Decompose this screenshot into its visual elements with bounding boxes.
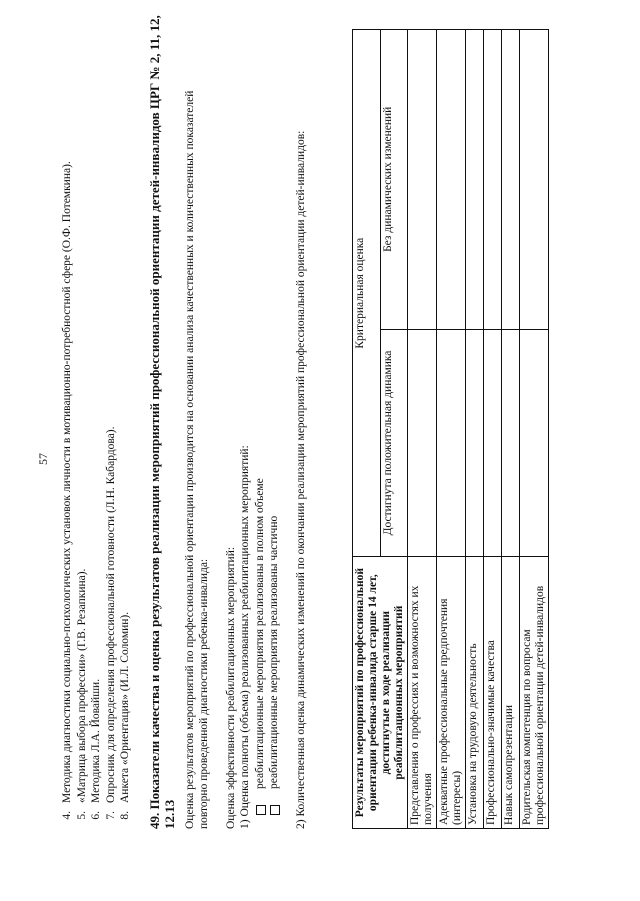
checkbox-icon[interactable] xyxy=(256,805,266,815)
list-item: 4. Методика диагностики социально-психологических установок личности в мотивационно-потребностной сфере (О.Ф. Потемкина). xyxy=(61,161,73,820)
table-cell[interactable] xyxy=(484,329,502,557)
table-cell[interactable] xyxy=(502,329,520,557)
checkbox-icon[interactable] xyxy=(270,805,280,815)
table-cell[interactable] xyxy=(408,329,437,557)
table-row: Установка на трудовую деятельность xyxy=(466,30,484,829)
list-item: 5. «Матрица выбора профессии» (Г.В. Резапкина). xyxy=(75,568,88,820)
table-cell[interactable] xyxy=(520,30,549,330)
table-row: Родительская компетенция по вопросам профессиональной ориентации детей-инвалидов xyxy=(520,30,549,829)
table-header-none: Без динамических изменений xyxy=(380,30,408,330)
option-full: реабилитационные мероприятия реализованы в полном объеме xyxy=(253,39,268,829)
methods-list xyxy=(60,39,133,829)
quantitative-item: 2) Количественная оценка динамических изменений по окончании реализации мероприятий профессиональной ориентации детей-инвалидов: xyxy=(294,130,307,829)
table-header-results: Результаты мероприятий по профессиональной ориентации ребенка-инвалида старше 14 лет, достигнутые в ходе реализации реабилитационных мероприятий xyxy=(353,557,408,829)
table-row: Навык самопрезентации xyxy=(502,30,520,829)
page-number: 57 xyxy=(36,453,50,465)
efficiency-title: Оценка эффективности реабилитационных мероприятий: xyxy=(224,546,237,829)
table-header-positive: Достигнута положительная динамика xyxy=(380,329,408,557)
table-cell[interactable] xyxy=(484,30,502,330)
list-item: 8. Анкета «Ориентация» (И.Л. Соломин). xyxy=(119,611,131,820)
table-cell[interactable] xyxy=(437,30,466,330)
table-cell[interactable] xyxy=(408,30,437,330)
completeness-item: 1) Оценка полноты (объема) реализованных реабилитационных мероприятий: xyxy=(239,445,251,829)
table-row: Представления о профессиях и возможностях их получения xyxy=(408,30,437,829)
list-item: 7. Опросник для определения профессиональной готовности (Л.Н. Кабардова). xyxy=(104,426,117,820)
table-cell[interactable] xyxy=(466,30,484,330)
criteria-table xyxy=(352,29,549,829)
table-cell[interactable] xyxy=(437,329,466,557)
option-partial: реабилитационные мероприятия реализованы частично xyxy=(267,39,282,829)
table-cell[interactable] xyxy=(502,30,520,330)
list-item: 6. Методика Л.А. Йовайши. xyxy=(90,678,102,820)
table-row: Адекватные профессиональные предпочтения (интересы) xyxy=(437,30,466,829)
table-row: Профессионально-значимые качества xyxy=(484,30,502,829)
table-header-criteria: Критериальная оценка xyxy=(353,30,381,557)
section-heading: 49. Показатели качества и оценка результатов реализации мероприятий профессиональной ориентации детей-инвалидов ЦРГ № 2, 11, 12, 12.13 xyxy=(146,15,177,829)
table-cell[interactable] xyxy=(520,329,549,557)
document-body xyxy=(60,15,308,829)
intro-paragraph: Оценка результатов мероприятий по профессиональной ориентации производится на основании анализа качественных и количественных показателей повторно проведенной диагностики ребенка-инвалида: xyxy=(183,90,210,829)
table-cell[interactable] xyxy=(466,329,484,557)
